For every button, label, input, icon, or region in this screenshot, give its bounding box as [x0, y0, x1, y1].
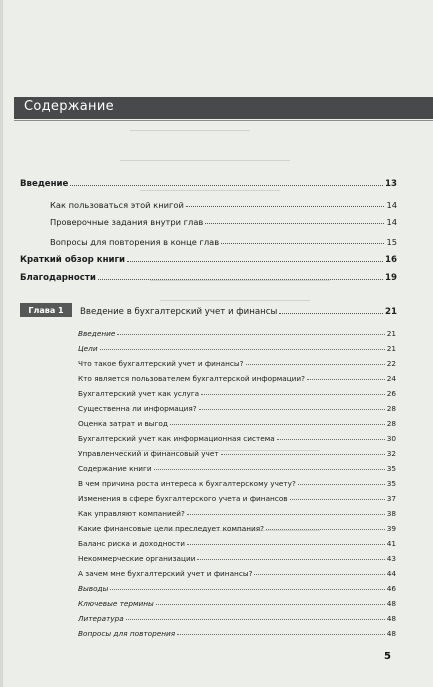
chapter-title: Введение в бухгалтерский учет и финансы [80, 307, 278, 317]
section-page: 48 [386, 599, 396, 608]
section-title: Содержание книги [78, 464, 152, 473]
section-title: Изменения в сфере бухгалтерского учета и финансов [78, 494, 288, 503]
section-page: 22 [386, 359, 396, 368]
toc-leader-dots [186, 206, 385, 207]
section-entry[interactable] [78, 399, 396, 413]
toc-entry[interactable] [20, 175, 397, 189]
section-page: 32 [386, 449, 396, 458]
section-entry[interactable] [78, 444, 396, 458]
toc-leader-dots [221, 454, 385, 455]
toc-leader-dots [266, 529, 385, 530]
toc-leader-dots [201, 394, 385, 395]
section-page: 39 [386, 524, 396, 533]
section-page: 30 [386, 434, 396, 443]
section-title: Управленческий и финансовый учет [78, 449, 219, 458]
toc-entry-title: Краткий обзор книги [20, 255, 126, 265]
section-title: Некоммерческие организации [78, 554, 196, 563]
section-title: Цели [78, 344, 98, 353]
toc-leader-dots [177, 634, 385, 635]
toc-leader-dots [98, 279, 383, 280]
section-entry[interactable] [78, 339, 396, 353]
toc-leader-dots [127, 261, 383, 262]
toc-leader-dots [307, 379, 385, 380]
toc-entry[interactable] [50, 213, 397, 227]
toc-entry[interactable] [20, 269, 397, 283]
section-entry[interactable] [78, 504, 396, 518]
section-entry[interactable] [78, 624, 396, 638]
toc-leader-dots [126, 619, 385, 620]
chapter-label: Глава 1 [20, 303, 72, 317]
section-page: 35 [386, 479, 396, 488]
toc-leader-dots [187, 514, 385, 515]
toc-entry-page: 14 [386, 217, 397, 227]
section-page: 38 [386, 509, 396, 518]
toc-leader-dots [70, 185, 383, 186]
section-title: Оценка затрат и выгод [78, 419, 168, 428]
chapter-entry[interactable] [80, 303, 397, 317]
section-page: 21 [386, 344, 396, 353]
toc-entry-title: Введение [20, 179, 69, 189]
chapter-page: 21 [385, 307, 397, 317]
section-page: 28 [386, 419, 396, 428]
toc-leader-dots [205, 223, 384, 224]
section-title: А зачем мне бухгалтерский учет и финансы? [78, 569, 253, 578]
section-entry[interactable] [78, 549, 396, 563]
section-title: Что такое бухгалтерский учет и финансы? [78, 359, 244, 368]
contents-title: Содержание [24, 99, 114, 114]
section-entry[interactable] [78, 324, 396, 338]
section-title: Баланс риска и доходности [78, 539, 185, 548]
section-entry[interactable] [78, 594, 396, 608]
section-entry[interactable] [78, 369, 396, 383]
page-edge-shadow [0, 0, 3, 687]
toc-leader-dots [290, 499, 385, 500]
section-title: Вопросы для повторения [78, 629, 176, 638]
section-entry[interactable] [78, 384, 396, 398]
toc-leader-dots [156, 604, 385, 605]
toc-entry[interactable] [20, 251, 397, 265]
section-page: 28 [386, 404, 396, 413]
section-entry[interactable] [78, 534, 396, 548]
section-page: 35 [386, 464, 396, 473]
toc-entry-title: Вопросы для повторения в конце глав [50, 237, 220, 247]
toc-entry-page: 14 [386, 200, 397, 210]
section-entry[interactable] [78, 564, 396, 578]
toc-leader-dots [279, 313, 383, 314]
section-title: Как управляют компанией? [78, 509, 185, 518]
section-page: 48 [386, 614, 396, 623]
section-page: 46 [386, 584, 396, 593]
section-page: 21 [386, 329, 396, 338]
section-entry[interactable] [78, 579, 396, 593]
section-entry[interactable] [78, 489, 396, 503]
section-title: Бухгалтерский учет как услуга [78, 389, 200, 398]
toc-entry[interactable] [50, 233, 397, 247]
section-page: 24 [386, 374, 396, 383]
toc-leader-dots [298, 484, 385, 485]
header-rule [14, 120, 433, 121]
toc-leader-dots [254, 574, 384, 575]
toc-entry-page: 13 [385, 179, 397, 189]
section-page: 43 [386, 554, 396, 563]
section-entry[interactable] [78, 429, 396, 443]
toc-entry-title: Проверочные задания внутри глав [50, 217, 204, 227]
section-title: Какие финансовые цели преследует компания? [78, 524, 265, 533]
section-title: Существенна ли информация? [78, 404, 197, 413]
section-page: 26 [386, 389, 396, 398]
section-entry[interactable] [78, 414, 396, 428]
section-title: Выводы [78, 584, 109, 593]
toc-leader-dots [277, 439, 385, 440]
toc-leader-dots [197, 559, 384, 560]
section-entry[interactable] [78, 459, 396, 473]
toc-entry-page: 15 [386, 237, 397, 247]
toc-leader-dots [221, 243, 384, 244]
toc-entry-title: Как пользоваться этой книгой [50, 200, 184, 210]
section-entry[interactable] [78, 354, 396, 368]
toc-leader-dots [187, 544, 385, 545]
section-title: Кто является пользователем бухгалтерской информации? [78, 374, 306, 383]
section-page: 44 [386, 569, 396, 578]
section-title: Ключевые термины [78, 599, 154, 608]
contents-header-bar [14, 97, 433, 119]
toc-leader-dots [110, 589, 384, 590]
toc-leader-dots [170, 424, 385, 425]
toc-leader-dots [246, 364, 385, 365]
section-title: Литература [78, 614, 124, 623]
toc-leader-dots [100, 349, 385, 350]
section-entry[interactable] [78, 519, 396, 533]
section-page: 48 [386, 629, 396, 638]
section-entry[interactable] [78, 609, 396, 623]
section-title: В чем причина роста интереса к бухгалтерскому учету? [78, 479, 296, 488]
toc-entry[interactable] [50, 196, 397, 210]
section-page: 37 [386, 494, 396, 503]
page-number: 5 [384, 651, 391, 662]
section-entry[interactable] [78, 474, 396, 488]
toc-entry-page: 16 [385, 255, 397, 265]
toc-leader-dots [154, 469, 385, 470]
toc-leader-dots [117, 334, 384, 335]
toc-entry-page: 19 [385, 273, 397, 283]
toc-leader-dots [199, 409, 385, 410]
section-title: Введение [78, 329, 116, 338]
section-title: Бухгалтерский учет как информационная система [78, 434, 275, 443]
toc-entry-title: Благодарности [20, 273, 96, 283]
section-page: 41 [386, 539, 396, 548]
